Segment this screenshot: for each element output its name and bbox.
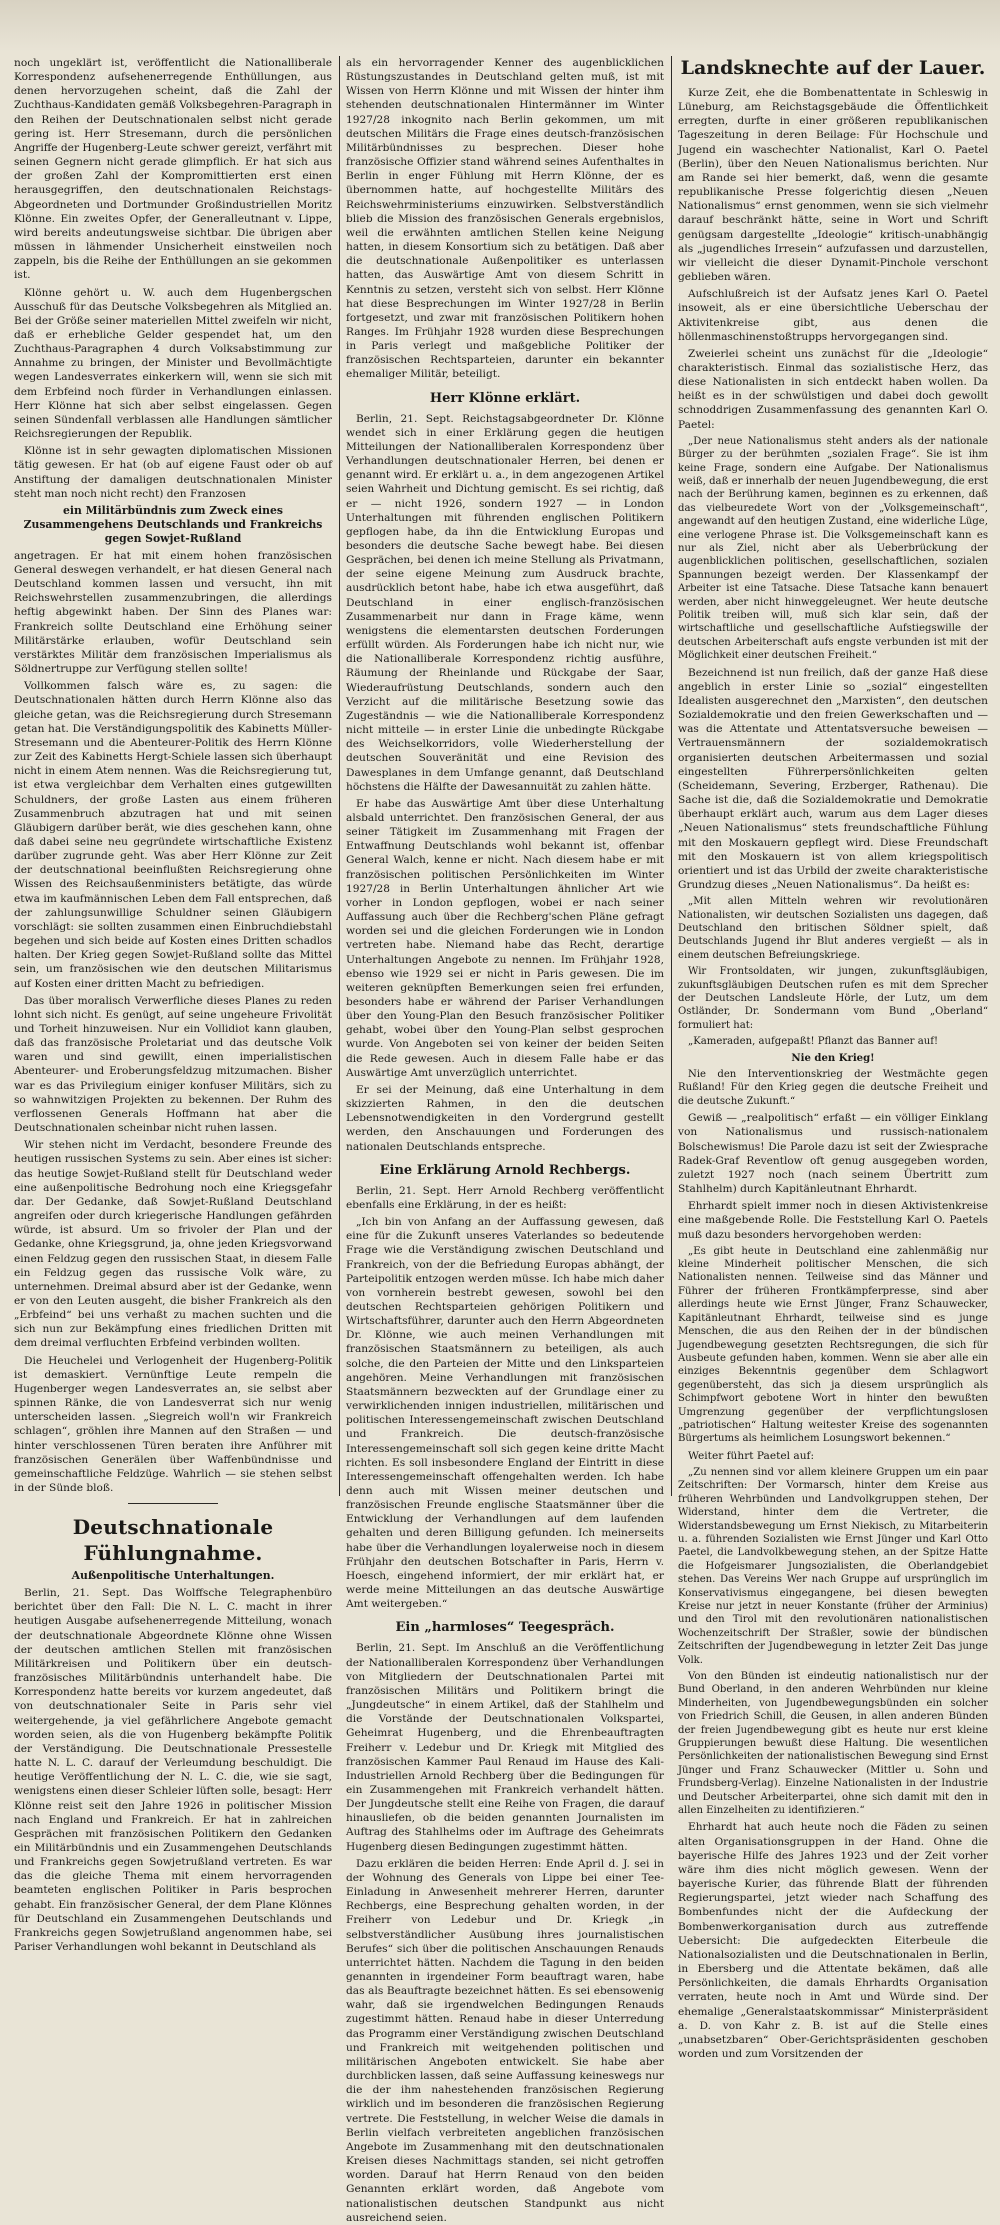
article-paragraph: Dazu erklären die beiden Herren: Ende April d. J. sei in der Wohnung des Generals von Lippe bei einer Tee-Einladung in Anwesenheit mehrerer Herren, darunter Rechbergs, eine Besprechung gehalten worden, in der Freiherr von Ledebur und Dr. Kriegk „in selbstverständlicher Ausübung ihres journalistischen Berufes“ sich über die politischen Anschauungen Renauds unterrichtet hätten. Nachdem die Tagung in den beiden genannten in irgendeiner Form beauftragt waren, habe das als Beauftragte bezeichnet hätten. Es sei ebensowenig wahr, daß sie irgendwelchen Bedingungen Renauds zugestimmt hätten. Renaud habe in dieser Unterredung das Programm einer Verständigung zwischen Deutschland und Frankreich mit weitgehenden politischen und militärischen Angeboten entwickelt. Sie habe aber durchblicken lassen, daß seine Auffassung keineswegs nur die der ihm nahestehenden französischen Regierung wirklich und im besonderen die französischen Regierung vertrete. Die Feststellung, in welcher Weise die damals in Berlin vielfach verbreiteten angeblichen französischen Angebote im Zusammenhang mit den deutschnationalen Kreisen dieses Nachmittags standen, sei nicht getroffen worden. Darauf hat Herrn Renaud von den beiden Genannten erklärt worden, daß Angebote vom nationalistischen deutschen Standpunkt aus nicht ausreichend seien. xyxy=(346,1857,664,2224)
article-paragraph: Weiter führt Paetel auf: xyxy=(688,1449,815,1462)
article-paragraph: Vollkommen falsch wäre es, zu sagen: die Deutschnationalen hätten durch Herrn Klönne also das gleiche getan, was die Reichsregierung durch Stresemann getan hat. Die Verständigungspolitik des Kabinetts Müller-Stresemann und die Abenteurer-Politik des Herrn Klönne zur Zeit des Kabinetts Hergt-Schiele lassen sich überhaupt nicht in einem Atem nennen. Was die Reichsregierung tut, ist etwa vergleichbar dem Verhalten eines gutgewillten Schuldners, der große Lasten aus einem früheren Zusammenbruch abzutragen hat und mit seinen Gläubigern darüber berät, wie dies geschehen kann, ohne daß dabei seine neu gegründete wirtschaftliche Existenz darüber zugrunde geht. Was aber Herr Klönne zur Zeit der deutschnational beeinflußten Reichsregierung ohne Wissen des Reichsaußenministers betätigte, das würde etwa im kaufmännischen Leben dem Fall entsprechen, daß der zahlungsunwillige Schuldner seinen Gläubigern vorschlägt: sie sollten zusammen einen Einbruchdiebstahl begehen und sich beide auf Kosten eines Dritten schadlos halten. Der Krieg gegen Sowjet-Rußland sollte das Mittel sein, um französischen wie den deutschen Militarismus auf Kosten einer dritten Macht zu befriedigen. xyxy=(14,680,332,990)
block-quote: Nie den Interventionskrieg der Westmächte gegen Rußland! Für den Krieg gegen die deutsche Freiheit und die deutsche Zukunft.“ xyxy=(678,1069,988,1107)
headline: Landsknechte auf der Lauer. xyxy=(680,57,986,79)
headline: Herr Klönne erklärt. xyxy=(429,390,581,406)
article-paragraph: Berlin, 21. Sept. Reichstagsabgeordneter Dr. Klönne wendet sich in einer Erklärung gegen die heutigen Mitteilungen der Nationalliberalen Korrespondenz über Verhandlungen deutschnationaler Herren, bei denen er genannt wird. Er erklärt u. a., in dem angezogenen Artikel seien Wahrheit und Dichtung gemischt. Es sei richtig, daß er — nicht 1926, sondern 1927 — in London Unterhaltungen mit führenden englischen Politikern gepflogen habe, da ihn die Entwicklung Europas und besonders die deutsche Sache bewegt habe. Bei diesen Gesprächen, bei denen ich meine Stellung als Privatmann, der seine eigene Meinung zum Ausdruck brachte, ausdrücklich betont habe, habe ich etwa ausgeführt, daß Deutschland in einer englisch-französischen Zusammenarbeit nur dann in Frage käme, wenn wenigstens die elementarsten deutschen Forderungen erfüllt würden. Als Forderungen habe ich nicht nur, wie die Nationalliberale Korrespondenz richtig ausführe, Räumung der Rheinlande und Rückgabe der Saar, Wiederaufrüstung Deutschlands, sondern auch den Verzicht auf die militärische Besetzung sowie das Zugeständnis — wie die Nationalliberale Korrespondenz nicht mitteile — in erster Linie die unbedingte Rückgabe des Weichselkorridors, volle Wiederherstellung der deutschen Souveränität und eine Revision des Dawesplanes in dem Umfange genannt, daß Deutschland höchstens die Hälfte der Dawesannuität zu zahlen hätte. xyxy=(346,412,664,793)
article-paragraph: Berlin, 21. Sept. Im Anschluß an die Veröffentlichung der Nationalliberalen Korrespondenz über Verhandlungen von Mitgliedern der Deutschnationalen Partei mit französischen Militärs und Politikern bringt die „Jungdeutsche“ in einem Artikel, daß der Stahlhelm und die Vorstände der Deutschnationalen Volkspartei, Geheimrat Hugenberg, und die Ehrenbeauftragten Freiherr v. Ledebur und Dr. Kriegk mit Mitglied des französischen Kammer Paul Renaud im Hause des Kali-Industriellen Arnold Rechberg über die Bedingungen für ein Zusammengehen mit Frankreich verhandelt hätten. Der Jungdeutsche stellt eine Reihe von Fragen, die darauf hinausliefen, ob die beiden genannten Journalisten im Auftrag des Stahlhelms oder im Auftrage des Geheimrats Hugenberg diesen Bedingungen zugestimmt hätten. xyxy=(346,1642,664,1853)
article-paragraph: Wir stehen nicht im Verdacht, besondere Freunde des heutigen russischen Systems zu sein. Aber eines ist sicher: das heutige Sowjet-Rußland stellt für Deutschland weder eine außenpolitische Bedrohung noch eine Kriegsgefahr dar. Der Gedanke, daß Sowjet-Rußland Deutschland angreifen oder durch kriegerische Handlungen gefährden würde, ist absurd. Um so frivoler der Plan und der Gedanke, ohne Kriegsgrund, ja, ohne jeden Kriegsvorwand einen Feldzug gegen den russischen Staat, in diesem Falle ein Feldzug gegen das russische Volk wäre, zu unternehmen. Dreimal absurd aber ist der Gedanke, wenn er von den Leuten ausgeht, die bisher Frankreich als den „Erbfeind“ bei uns verhaßt zu machen suchten und die sich nun zur Bekämpfung eines friedlichen Dritten mit dem dreimal verfluchten Erbfeind verbinden wollten. xyxy=(14,1139,332,1350)
block-quote: „Zu nennen sind vor allem kleinere Gruppen um ein paar Zeitschriften: Der Vormarsch, hinter dem Kreise aus früheren Wehrbünden und Landvolkgruppen stehen, Der Widerstand, hinter dem die Vertreter, die Widerstandsbewegung um Ernst Niekisch, zu Mitarbeiterin u. a. führenden Sozialisten wie Ernst Jünger und Karl Otto Paetel, die Landvolkbewegung stehen, an der Spitze Hatte die Hofgeismarer Jungsozialisten, die Oberlandgebiet stehen. Das Vereins Wer nach Gruppe auf ursprünglich im Konservativismus eingegangene, bei diesen bewegten Kreise nur jetzt in neuer Konstante (früher der Arminius) und den Tirol mit den revolutionären nationalistischen Wochenzeitschrift Der Straßler, sowie der bündischen Zeitschriften der Jugendbewegung in letzter Zeit Das junge Volk. xyxy=(678,1466,988,1666)
article-paragraph: Er habe das Auswärtige Amt über diese Unterhaltung alsbald unterrichtet. Den französischen General, der aus seiner Tätigkeit im Zusammenhang mit Fragen der Entwaffnung Deutschlands wohl bekannt ist, offenbar General Walch, kenne er nicht. Nach diesem habe er mit französischen politischen Persönlichkeiten im Winter 1927/28 in Berlin Unterhaltungen ähnlicher Art wie vorher in London gepflogen, wobei er nach seiner Auffassung auch über die Rechberg'schen Pläne gefragt worden sei und die gleichen Forderungen wie in London vertreten habe. Niemand habe das Recht, derartige Unterhaltungen Angebote zu nennen. Im Frühjahr 1928, ebenso wie 1929 sei er nicht in Paris gewesen. Die im weiteren geknüpften Bemerkungen seien frei erfunden, besonders habe er während der Pariser Verhandlungen über den Young-Plan den Besuch französischer Politiker gehabt, wobei über den Young-Plan selbst gesprochen wurde. Von Angeboten sei von keiner der beiden Seiten die Rede gewesen. Auch in diesem Falle habe er das Auswärtige Amt unverzüglich unterrichtet. xyxy=(346,797,664,1079)
article-paragraph: Klönne ist in sehr gewagten diplomatischen Missionen tätig gewesen. Er hat (ob auf eigene Faust oder ob auf Anstiftung der damaligen deutschnationalen Minister steht man noch nicht recht) den Franzosen xyxy=(14,445,332,500)
block-quote: „Es gibt heute in Deutschland eine zahlenmäßig nur kleine Minderheit politischer Menschen, die sich Nationalisten nennen. Teilweise sind das Männer und Führer der früheren Frontkämpferpresse, sind aber allerdings heute wie Ernst Jünger, Franz Schauwecker, Kapitänleutnant Ehrhardt, teilweise sind es junge Menschen, die aus den Reihen der in der bündischen Jugendbewegung gesetzten Rechtsregungen, die sich für Ausbeute gefunden haben, kommen. Wenn sie aber alle ein einziges Bekenntnis gegenüber dem Schlagwort gegenübersteht, das sich ja diesem ursprünglich als Schimpfwort gebotene Wort in hinter den bewußten Umgrenzung gegenüber der verpflichtungslosen „patriotischen“ Haltung weitester Kreise des sogenannten Bürgertums als heimlichem Losungswort bekennen.“ xyxy=(678,1245,988,1445)
block-quote: Nie den Krieg! xyxy=(791,1052,875,1064)
article-paragraph: Bezeichnend ist nun freilich, daß der ganze Haß diese angeblich in erster Linie so „sozial“ eingestellten Idealisten ausgerechnet den „Marxisten“, den deutschen Sozialdemokratie und den freien Gewerkschaften und — was die Attentate und Attentatsversuche beweisen — Vertrauensmännern der sozialdemokratisch organisierten deutschen Arbeitermassen und sozial eingestellten Führerpersönlichkeiten gelten (Scheidemann, Severing, Erzberger, Rathenau). Die Sache ist die, daß die Sozialdemokratie und Demokratie überhaupt erklärt auch, warum aus dem Lager dieses „Neuen Nationalismus“ stets freundschaftliche Fühlung mit den Moskauern gepflegt wird. Diese Freundschaft mit den Moskauern ist von allem kriegspolitisch orientiert und ist das Urbild der zweite charakteristische Grundzug dieses „Neuen Nationalismus“. Da heißt es: xyxy=(678,666,988,891)
block-quote: „Mit allen Mitteln wehren wir revolutionären Nationalisten, wir deutschen Sozialisten uns dagegen, daß Deutschland den britischen Söldner spielt, daß Deutschlands Jugend ihr Blut anderes vergießt — als in einem deutschen Befreiungskriege. xyxy=(678,896,988,961)
article-paragraph: Aufschlußreich ist der Aufsatz jenes Karl O. Paetel insoweit, als er eine übersichtliche Ueberschau der Aktivitenkreise gibt, aus denen die höllenmaschinenstoßtrupps hervorgegangen sind. xyxy=(678,288,988,343)
article-paragraph: Klönne gehört u. W. auch dem Hugenbergschen Ausschuß für das Deutsche Volksbegehren als Mitglied an. Bei der Größe seiner materiellen Mittel zweifeln wir nicht, daß er erhebliche Gelder gespendet hat, um den Zuchthaus-Paragraphen 4 durch Volksabstimmung zur Annahme zu bringen, der Minister und Bevollmächtigte wegen Landesverrates einkerkern will, wenn sie sich mit dem Erbfeind noch fürder in Verhandlungen einlassen. Herr Klönne hat sich aber selbst eingelassen. Gegen seinen Sündenfall verblassen alle Handlungen sämtlicher Reichsregierungen der Republik. xyxy=(14,286,332,441)
page-fold-shadow xyxy=(0,0,1000,52)
section-divider xyxy=(128,1503,218,1504)
inline-subhead: ein Militärbündnis zum Zweck eines Zusammengehens Deutschlands und Frankreichs gegen Sowjet-Rußland xyxy=(23,503,323,545)
column-left xyxy=(14,56,332,1954)
headline: Eine Erklärung Arnold Rechbergs. xyxy=(379,1162,631,1178)
block-quote: „Kameraden, aufgepaßt! Pflanzt das Banner auf! xyxy=(688,1036,939,1048)
subheadline: Außenpolitische Unterhaltungen. xyxy=(71,1569,275,1583)
block-quote: Von den Bünden ist eindeutig nationalistisch nur der Bund Oberland, in den anderen Wehrbünden nur kleine Minderheiten, von Jugendbewegungsbünden ein solcher von Friedrich Schill, die Geusen, in allen anderen Bünden der freien Jugendbewegung gibt es heute nur erst kleine Gruppierungen bewußt diese Haltung. Die wesentlichen Persönlichkeiten der nationalistischen Bewegung sind Ernst Jünger und Franz Schauwecker (Mittler u. Sohn und Frundsberg-Verlag). Einzelne Nationalisten in der Industrie und Deutscher Arbeiterpartei, ohne sich damit mit den in allen Einzelheiten zu identifizieren.“ xyxy=(678,1671,988,1817)
article-paragraph: Ehrhardt spielt immer noch in diesen Aktivistenkreise eine maßgebende Rolle. Die Feststellung Karl O. Paetels muß dazu besonders hervorgehoben werden: xyxy=(678,1200,988,1241)
article-paragraph: Kurze Zeit, ehe die Bombenattentate in Schleswig in Lüneburg, am Reichstagsgebäude die Öffentlichkeit erregten, durfte in einer größeren republikanischen Tageszeitung in deren Beilage: Für Hochschule und Jugend ein waschechter Nationalist, Karl O. Paetel (Berlin), über den Neuen Nationalismus berichten. Nur am Rande sei hier bemerkt, daß, wenn die gesamte republikanische Presse folgerichtig diesen „Neuen Nationalismus“ ernst genommen, wenn sie sich vielmehr darauf beschränkt hätte, seine in Wort und Schrift genügsam dargestellte „Ideologie“ kritisch-unabhängig als „jugendliches Irresein“ aufzufassen und darzustellen, wir vielleicht die dieser Dynamit-Pinchole verschont geblieben wären. xyxy=(678,87,988,284)
column-right xyxy=(678,56,988,2060)
column-middle xyxy=(346,56,664,2224)
article-paragraph: Zweierlei scheint uns zunächst für die „Ideologie“ charakteristisch. Einmal das sozialistische Herz, das diese Nationalisten in sich entdeckt haben wollen. Da heißt es in der schwülstigen und dabei doch gewollt schnoddrigen Zusammenfassung des genannten Karl O. Paetel: xyxy=(678,347,988,431)
column-grid xyxy=(14,56,988,2224)
article-paragraph: angetragen. Er hat mit einem hohen französischen General deswegen verhandelt, er hat diesen General nach Deutschland kommen lassen und versucht, ihn mit Reichswehrstellen zusammenzubringen, die allerdings heftig abgewinkt haben. Der Sinn des Planes war: Frankreich sollte Deutschland eine Erhöhung seiner Militärstärke erlauben, wofür Deutschland sein verstärktes Militär dem französischen Imperialismus als Söldnertruppe zur Verfügung stellen sollte! xyxy=(14,549,332,676)
article-paragraph: noch ungeklärt ist, veröffentlicht die Nationalliberale Korrespondenz aufsehenerregende Enthüllungen, aus denen hervorzugehen scheint, daß die Zahl der Zuchthaus-Kandidaten gemäß Volksbegehren-Paragraph in den Reihen der Deutschnationalen selbst nicht gerade gering ist. Herr Stresemann, durch die persönlichen Angriffe der Hugenberg-Leute schwer gereizt, verfährt mit seinen Gegnern nicht gerade glimpflich. Er hat sich aus der großen Zahl der Kompromittierten erst einen herausgegriffen, den deutschnationalen Reichstags-Abgeordneten und Dortmunder Großindustriellen Moritz Klönne. Ein zweites Opfer, der Generalleutnant v. Lippe, wird bereits andeutungsweise sichtbar. Die übrigen aber müssen in lähmender Unsicherheit einstweilen noch zappeln, bis die Reihe der Enthüllungen an sie gekommen ist. xyxy=(14,57,332,282)
article-paragraph: „Ich bin von Anfang an der Auffassung gewesen, daß eine für die Zukunft unseres Vaterlandes so bedeutende Frage wie die Verständigung zwischen Deutschland und Frankreich, von der die Befriedung Europas abhängt, der Parteipolitik entzogen werden müsse. Ich habe mich daher von vornherein bestrebt gewesen, sowohl bei den deutschen Rechtsparteien gehörigen Politikern und Wirtschaftsführer, darunter auch den Herrn Abgeordneten Dr. Klönne, wie auch meinen Verhandlungen mit französischen Staatsmännern zu beteiligen, als auch solche, die den Parteien der Mitte und den Linksparteien angehören. Meine Verhandlungen mit französischen Staatsmännern bezweckten auf der Grundlage einer zu verwirklichenden innigen industriellen, militärischen und politischen Interessengemeinschaft zwischen Deutschland und Frankreich. Die deutsch-französische Interessengemeinschaft soll sich gegen keine dritte Macht richten. Es soll insbesondere England der Eintritt in diese Interessengemeinschaft offengehalten werden. Ich habe denn auch mit Wissen meiner deutschen und französischen Freunde englische Staatsmänner über die Entwicklung der Verhandlungen auf dem laufenden gehalten und deren Billigung gefunden. Ich meinerseits habe über die Verhandlungen loyalerweise noch in diesem Frühjahr den deutschen Botschafter in Paris, Herrn v. Hoesch, eingehend informiert, der mir erklärt hat, er werde meine Mitteilungen an das deutsche Auswärtige Amt weitergeben.“ xyxy=(346,1216,664,1611)
article-paragraph: Berlin, 21. Sept. Herr Arnold Rechberg veröffentlicht ebenfalls eine Erklärung, in der es heißt: xyxy=(346,1184,664,1211)
article-paragraph: als ein hervorragender Kenner des augenblicklichen Rüstungszustandes in Deutschland gelten muß, ist mit Wissen von Herrn Klönne und mit Wissen der hinter ihm stehenden deutschnationalen Hintermänner im Winter 1927/28 inkognito nach Berlin gekommen, um mit deutschen Militärs die Frage eines deutsch-französischen Militärbündnisses zu besprechen. Dieser hohe französische Offizier stand während seines Aufenthaltes in Berlin in enger Fühlung mit Herrn Klönne, der es übernommen hatte, auf hochgestellte Militärs des Reichswehrministeriums einzuwirken. Selbstverständlich blieb die Mission des französischen Generals ergebnislos, weil die erwähnten amtlichen Stellen keine Neigung hatten, in diesem Konsortium sich zu betätigen. Daß aber die deutschnationale Außenpolitiker es unterlassen hatten, das Auswärtige Amt von diesem Schritt in Kenntnis zu setzen, versteht sich von selbst. Herr Klönne hat diese Besprechungen im Winter 1927/28 in Berlin fortgesetzt, und zwar mit französischen Politikern hohen Ranges. Im Frühjahr 1928 wurden diese Besprechungen in Paris verlegt und maßgebliche Politiker der französischen Rechtsparteien, darunter ein bekannter ehemaliger Militär, beteiligt. xyxy=(346,57,664,381)
headline: Ein „harmloses“ Teegespräch. xyxy=(395,1620,615,1636)
column-rule xyxy=(671,56,672,1496)
block-quote: Wir Frontsoldaten, wir jungen, zukunftsgläubigen, zukunftsgläubigen Deutschen rufen es mit dem Sprecher der Deutschen Landsleute Hörle, der Lutz, um dem Ostländer, Dr. Sondermann vom Bund „Oberland“ formuliert hat: xyxy=(678,966,988,1031)
article-paragraph: Ehrhardt hat auch heute noch die Fäden zu seinen alten Organisationsgruppen in der Hand. Ohne die bayerische Hilfe des Jahres 1923 und der Zeit vorher wäre ihm dies nicht möglich gewesen. Wenn der bayerische Kurier, das führende Blatt der führenden Regierungspartei, jetzt wieder nach Schaffung des Bombenfundes nicht der die Aufdeckung der Bombenwerkorganisation durch aus zutreffende Uebersicht: Die aufgedeckten Eiterbeule die Nationalsozialisten und die Deutschnationalen in Berlin, in Ebersberg und die Attentate bekämen, daß alle Persönlichkeiten, die damals Ehrhardts Organisation verraten, heute noch in Amt und Würde sind. Der ehemalige „Generalstaatskommissar“ Ministerpräsident a. D. von Kahr z. B. ist auf die Stelle eines „unabsetzbaren“ Ober-Gerichtspräsidenten geschoben worden und zum Vorsitzenden der xyxy=(678,1821,988,2060)
headline: Deutschnationale Fühlungnahme. xyxy=(72,1515,274,1566)
article-paragraph: Er sei der Meinung, daß eine Unterhaltung in dem skizzierten Rahmen, in den die deutschen Lebensnotwendigkeiten in den Vordergrund gestellt werden, den Anschauungen und Forderungen des nationalen Deutschlands entspreche. xyxy=(346,1083,664,1153)
article-paragraph: Berlin, 21. Sept. Das Wolffsche Telegraphenbüro berichtet über den Fall: Die N. L. C. macht in ihrer heutigen Ausgabe aufsehenerregende Mitteilung, wonach der deutschnationale Abgeordnete Klönne ohne Wissen der deutschen amtlichen Stellen mit französischen Militärkreisen und Politikern über ein deutsch-französisches Militärbündnis unterhandelt habe. Die Korrespondenz hatte bereits vor kurzem angedeutet, daß von deutschnationaler Seite in Paris sehr viel weitergehende, ja viel gefährlichere Angebote gemacht worden seien, als die von Hugenberg bekämpfte Politik der Verständigung. Die Deutschnationale Pressestelle hatte N. L. C. darauf der Verleumdung beschuldigt. Die heutige Veröffentlichung der N. L. C. die, wie sie sagt, wenigstens einen dieser Schleier lüften solle, besagt: Herr Klönne reist seit den Jahre 1926 in politischer Mission nach England und Frankreich. Er hat in zahlreichen Gesprächen mit französischen Politikern den Gedanken ein Militärbündnis und ein Zusammengehen Deutschlands und Frankreichs gegen Sowjetrußland vertreten. Es war das die gleiche Thema mit einem hervorragenden beamteten englischen Politiker in Paris besprochen gehabt. Ein französischer General, der dem Plane Klönnes für Deutschland ein Zusammengehen Deutschlands und Frankreichs gegen Sowjetrußland angenommen habe, sei Pariser Verhandlungen wohl bekannt in Deutschland als xyxy=(14,1587,332,1954)
block-quote: „Der neue Nationalismus steht anders als der nationale Bürger zu der berühmten „sozialen Frage“. Sie ist ihm keine Frage, sondern eine Aufgabe. Der Nationalismus weiß, daß er innerhalb der neuen Jugendbewegung, die erst nach der Berührung kamen, beginnen es zu erkennen, daß das vielbeuredete Wort von der „Volksgemeinschaft“, angewandt auf den heutigen Zustand, eine widerliche Lüge, eine verlogene Phrase ist. Die Volksgemeinschaft kann es nur als Ziel, nicht aber als Ueberbrückung der augenblicklichen politischen, gesellschaftlichen, sozialen Spannungen bezeigt werden. Der Klassenkampf der Arbeiter ist eine Tatsache. Diese Tatsache kann benauert werden, aber nicht hinweggeleugnet. Wer heute deutsche Politik treiben will, muß sich klar sein, daß der wirtschaftliche und gesellschaftliche Aufstiegswille der deutschen Arbeiterschaft aufs engste verbunden ist mit der Möglichkeit einer deutschen Freiheit.“ xyxy=(678,435,988,662)
column-rule xyxy=(339,56,340,1496)
article-paragraph: Die Heuchelei und Verlogenheit der Hugenberg-Politik ist demaskiert. Vernünftige Leute rempeln die Hugenberger wegen Landesverrates an, sie selbst aber spinnen Ränke, die von Landesverrat sich nur wenig unterscheiden lassen. „Siegreich woll'n wir Frankreich schlagen“, gröhlen ihre Mannen auf den Straßen — und hinter verschlossenen Türen beraten ihre Anführer mit französischen Generälen über Waffenbündnisse und gemeinschaftliche Feldzüge. Wahrlich — sie stehen selbst in der Sünde bloß. xyxy=(14,1354,332,1494)
article-paragraph: Gewiß — „realpolitisch“ erfaßt — ein völliger Einklang von Nationalismus und russisch-nationalem Bolschewismus! Die Parole dazu ist seit der Zwiesprache Radek-Graf Reventlow oft genug ausgegeben worden, zuletzt 1927 noch (nach seinem Übertritt zum Stahlhelm) durch Kapitänleutnant Ehrhardt. xyxy=(678,1112,988,1196)
article-paragraph: Das über moralisch Verwerfliche dieses Planes zu reden lohnt sich nicht. Es genügt, auf seine ungeheure Frivolität und Torheit hinzuweisen. Nur ein Vollidiot kann glauben, daß das französische Proletariat und das deutsche Volk waren und sind gewillt, einen imperialistischen Abenteurer- und Eroberungsfeldzug mitzumachen. Bisher war es das Privilegium einiger konfuser Militärs, sich zu so wahnwitzigen Projekten zu bekennen. Der Ruhm des verflossenen Generals Hoffmann hat aber die Deutschnationalen scheinbar nicht ruhen lassen. xyxy=(14,994,332,1135)
